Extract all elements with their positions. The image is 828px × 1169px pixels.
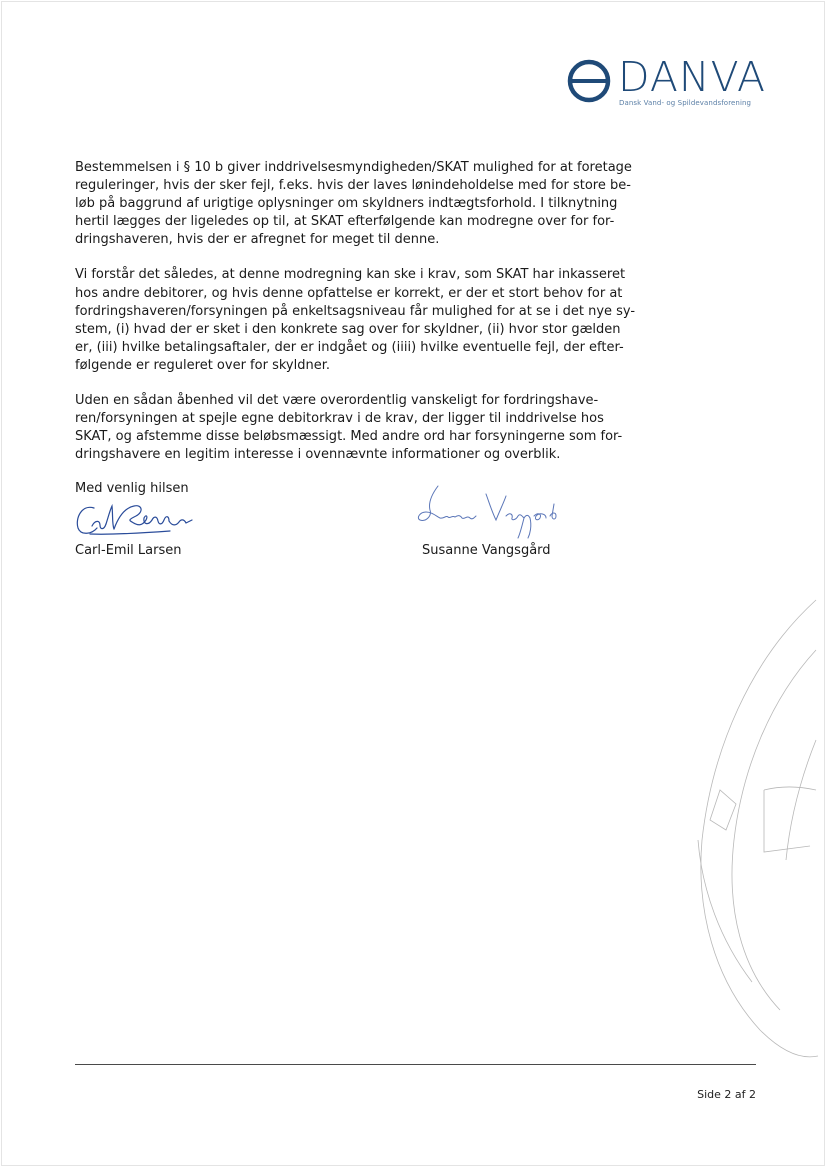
- danva-logo: [562, 53, 767, 111]
- text-line: følgende er reguleret over for skyldner.: [75, 357, 330, 373]
- text-line: hertil lægges der ligeledes op til, at SKAT efterfølgende kan modregne over for for-: [75, 214, 615, 230]
- text-line: Uden en sådan åbenhed vil det være overordentlig vanskeligt for fordringshave-: [75, 393, 599, 409]
- text-line: dringshavere en legitim interesse i ovennævnte informationer og overblik.: [75, 447, 561, 463]
- text-line: stem, (i) hvad der er sket i den konkrete sag over for skyldner, (ii) hvor stor gælden: [75, 321, 621, 337]
- decorative-watermark-arcs: [690, 590, 826, 1060]
- closing-greeting: Med venlig hilsen: [75, 481, 189, 496]
- text-line: SKAT, og afstemme disse beløbsmæssigt. Med andre ord har forsyningerne som for-: [75, 429, 623, 445]
- text-line: Vi forstår det således, at denne modregning kan ske i krav, som SKAT har inkasseret: [75, 267, 626, 283]
- footer-divider: [75, 1064, 756, 1065]
- text-line: er, (iii) hvilke betalingsaftaler, der er indgået og (iiii) hvilke eventuelle fejl, der efter-: [75, 339, 624, 355]
- paragraph-1: [75, 159, 670, 249]
- text-line: fordringshaveren/forsyningen på enkeltsagsniveau får mulighed for at se i det nye sy-: [75, 303, 636, 319]
- paragraph-3: [75, 392, 670, 464]
- signatory-name-left: Carl-Emil Larsen: [75, 543, 182, 558]
- signatory-name-right: Susanne Vangsgård: [422, 543, 551, 558]
- logo-tagline: Dansk Vand- og Spildevandsforening: [619, 99, 752, 107]
- paragraph-2: [75, 266, 670, 375]
- text-line: ren/forsyningen at spejle egne debitorkrav i de krav, der ligger til inddrivelse hos: [75, 411, 604, 427]
- signature-susanne-vangsgaard: [412, 482, 572, 542]
- page-number: Side 2 af 2: [697, 1088, 756, 1101]
- logo-wordmark: DANVA: [618, 53, 767, 101]
- text-line: reguleringer, hvis der sker fejl, f.eks. hvis der laves lønindeholdelse med for store be-: [75, 178, 631, 194]
- signature-carl-emil-larsen: [72, 498, 202, 542]
- danva-logo-mark: [566, 58, 612, 104]
- text-line: hos andre debitorer, og hvis denne opfattelse er korrekt, er der et stort behov for at: [75, 285, 623, 301]
- text-line: løb på baggrund af urigtige oplysninger om skyldners indtægtsforhold. I tilknytning: [75, 196, 618, 212]
- text-line: Bestemmelsen i § 10 b giver inddrivelsesmyndigheden/SKAT mulighed for at foretage: [75, 160, 632, 175]
- text-line: dringshaveren, hvis der er afregnet for meget til denne.: [75, 232, 440, 248]
- letter-body: [75, 159, 670, 481]
